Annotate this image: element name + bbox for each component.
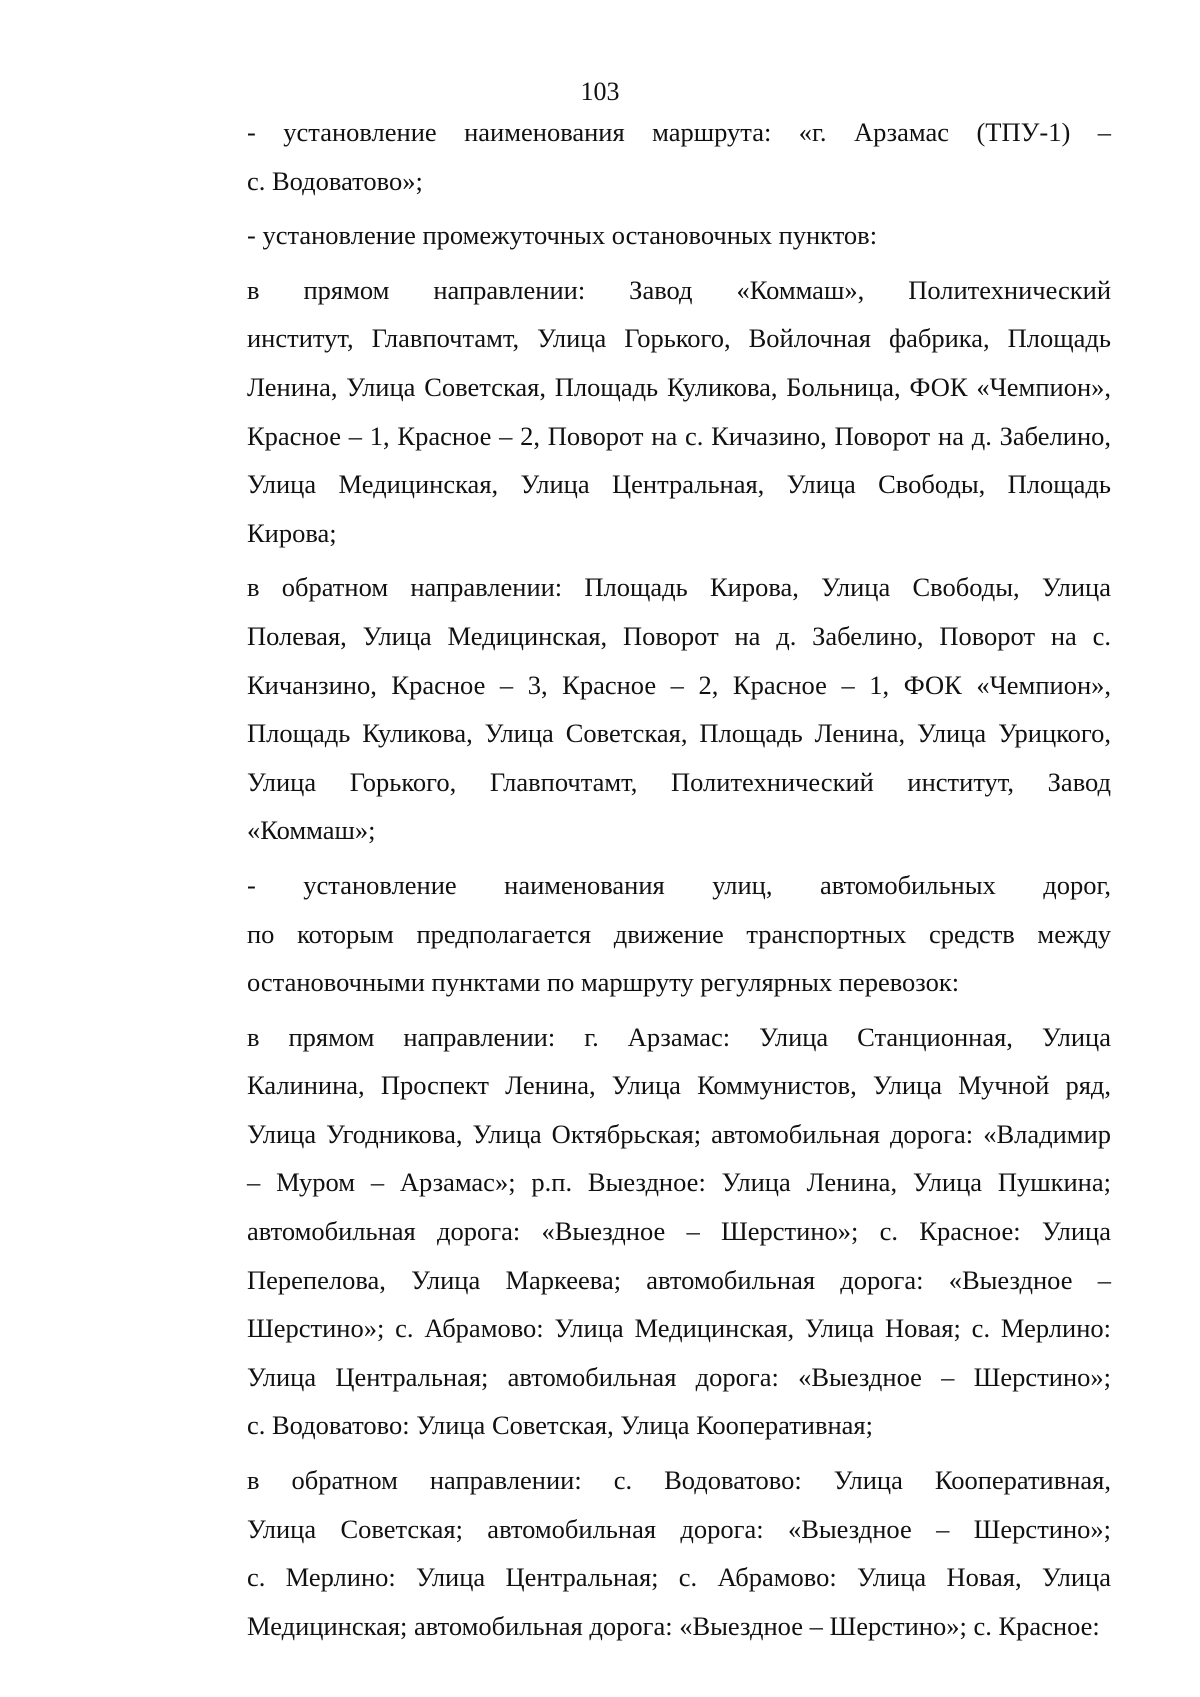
text-line: остановочными пунктами по маршруту регулярных перевозок: — [247, 967, 960, 998]
text-line: Калинина, Проспект Ленина, Улица Коммунистов, Улица Мучной ряд, — [247, 1070, 1111, 1101]
text-line: Улица Центральная; автомобильная дорога: «Выездное – Шерстино»; — [247, 1361, 1111, 1392]
text-line: Перепелова, Улица Маркеева; автомобильная дорога: «Выездное – — [247, 1264, 1111, 1295]
page-number: 103 — [580, 77, 620, 106]
text-line: Полевая, Улица Медицинская, Поворот на д. Забелино, Поворот на с. — [247, 620, 1111, 651]
paragraph — [175, 861, 1111, 1007]
text-line: Улица Советская; автомобильная дорога: «Выездное – Шерстино»; — [247, 1513, 1111, 1544]
paragraph — [175, 563, 1111, 855]
paragraph — [175, 1456, 1111, 1650]
text-line: Красное – 1, Красное – 2, Поворот на с. Кичазино, Поворот на д. Забелино, — [247, 420, 1111, 451]
text-line: «Коммаш»; — [247, 815, 376, 846]
paragraph — [175, 1013, 1111, 1450]
paragraph — [175, 108, 1111, 205]
text-line: Шерстино»; с. Абрамово: Улица Медицинская, Улица Новая; с. Мерлино: — [247, 1313, 1111, 1344]
text-line: автомобильная дорога: «Выездное – Шерстино»; с. Красное: Улица — [247, 1216, 1111, 1247]
text-line: - установление наименования маршрута: «г. Арзамас (ТПУ-1) – — [247, 117, 1111, 147]
text-line: институт, Главпочтамт, Улица Горького, Войлочная фабрика, Площадь — [247, 323, 1111, 354]
paragraph — [175, 211, 1111, 260]
text-line: с. Мерлино: Улица Центральная; с. Абрамово: Улица Новая, Улица — [247, 1562, 1111, 1593]
text-line: в обратном направлении: с. Водоватово: Улица Кооперативная, — [247, 1465, 1111, 1496]
paragraph — [175, 266, 1111, 558]
text-line: Улица Угодникова, Улица Октябрьская; автомобильная дорога: «Владимир — [247, 1118, 1111, 1149]
text-line: Улица Медицинская, Улица Центральная, Улица Свободы, Площадь — [247, 469, 1111, 500]
text-line: - установление наименования улиц, автомобильных дорог, — [247, 869, 1111, 900]
text-line: в обратном направлении: Площадь Кирова, Улица Свободы, Улица — [247, 572, 1111, 603]
text-line: Улица Горького, Главпочтамт, Политехнический институт, Завод — [247, 766, 1111, 797]
text-line: Площадь Куликова, Улица Советская, Площадь Ленина, Улица Урицкого, — [247, 718, 1111, 749]
text-line: с. Водоватово: Улица Советская, Улица Кооперативная; — [247, 1410, 873, 1441]
text-line: - установление промежуточных остановочных пунктов: — [247, 220, 878, 251]
text-line: Ленина, Улица Советская, Площадь Куликова, Больница, ФОК «Чемпион», — [247, 371, 1111, 402]
text-line: Кичанзино, Красное – 3, Красное – 2, Красное – 1, ФОК «Чемпион», — [247, 669, 1111, 700]
text-line: с. Водоватово»; — [247, 165, 423, 196]
text-line: по которым предполагается движение транспортных средств между — [247, 918, 1111, 949]
text-line: в прямом направлении: Завод «Коммаш», Политехнический — [247, 274, 1111, 305]
text-line: в прямом направлении: г. Арзамас: Улица Станционная, Улица — [247, 1021, 1111, 1052]
text-line: Кирова; — [247, 517, 337, 548]
document-body — [175, 108, 1111, 1650]
text-line: – Муром – Арзамас»; р.п. Выездное: Улица Ленина, Улица Пушкина; — [247, 1167, 1111, 1198]
text-line: Медицинская; автомобильная дорога: «Выездное – Шерстино»; с. Красное: — [247, 1610, 1100, 1641]
